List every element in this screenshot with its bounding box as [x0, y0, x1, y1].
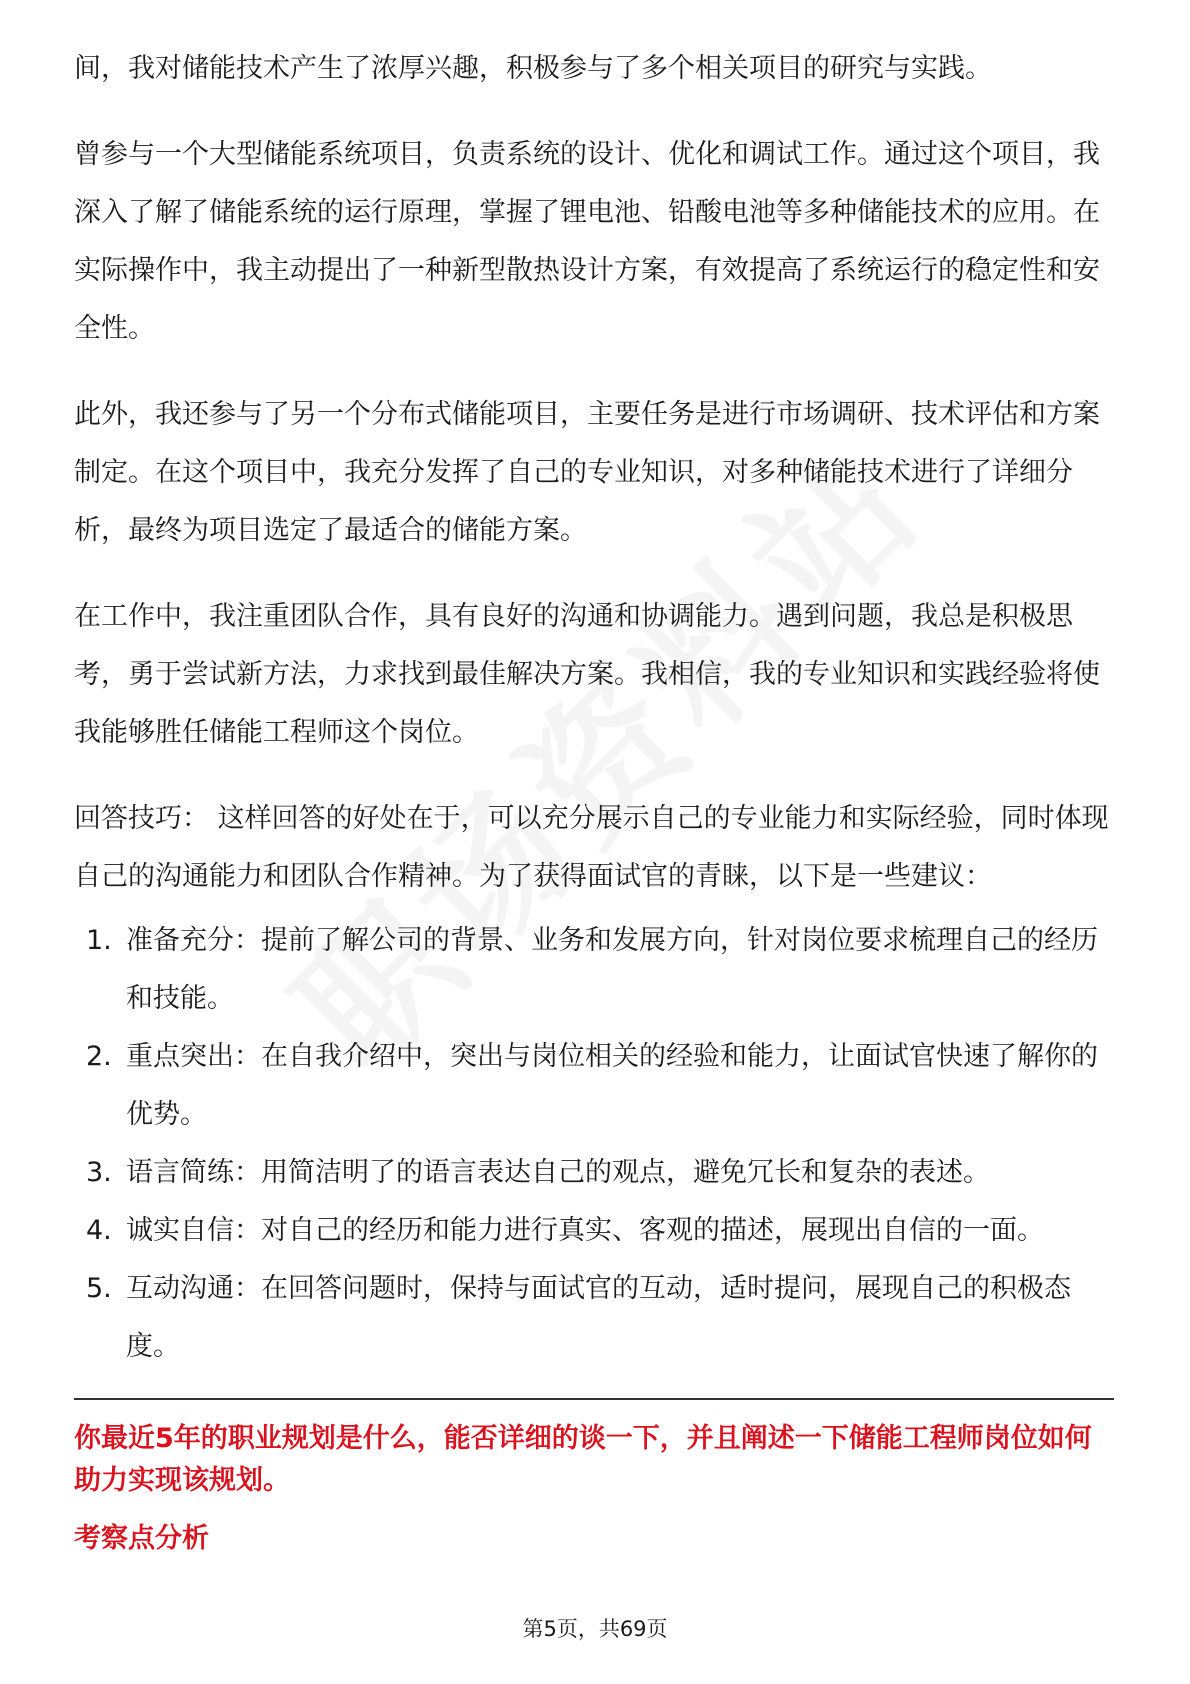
list-number: 2.: [86, 1041, 112, 1072]
paragraph: 间，我对储能技术产生了浓厚兴趣，积极参与了多个相关项目的研究与实践。: [74, 53, 992, 84]
paragraph: 在工作中，我注重团队合作，具有良好的沟通和协调能力。遇到问题，我总是积极思考，勇于尝试新方法，力求找到最佳解决方案。我相信，我的专业知识和实践经验将使我能够胜任储能工程师这个岗位。: [74, 601, 1100, 748]
list-item: [74, 1028, 1114, 1144]
list-number: 4.: [86, 1215, 112, 1246]
list-text: 重点突出：在自我介绍中，突出与岗位相关的经验和能力，让面试官快速了解你的优势。: [126, 1041, 1098, 1130]
list-number: 3.: [86, 1157, 112, 1188]
list-item: [74, 1144, 1114, 1202]
list-text: 互动沟通：在回答问题时，保持与面试官的互动，适时提问，展现自己的积极态度。: [126, 1273, 1071, 1362]
list-text: 准备充分：提前了解公司的背景、业务和发展方向，针对岗位要求梳理自己的经历和技能。: [126, 925, 1098, 1014]
paragraph: 曾参与一个大型储能系统项目，负责系统的设计、优化和调试工作。通过这个项目，我深入了解了储能系统的运行原理，掌握了锂电池、铅酸电池等多种储能技术的应用。在实际操作中，我主动提出了一种新型散热设计方案，有效提高了系统运行的稳定性和安全性。: [74, 139, 1100, 344]
interview-question: 你最近5年的职业规划是什么，能否详细的谈一下，并且阐述一下储能工程师岗位如何助力实现该规划。: [74, 1423, 1092, 1496]
section-title: 考察点分析: [74, 1523, 209, 1554]
answer-tips-intro: 回答技巧： 这样回答的好处在于，可以充分展示自己的专业能力和实际经验，同时体现自己的沟通能力和团队合作精神。为了获得面试官的青睐，以下是一些建议：: [74, 803, 1109, 892]
list-number: 1.: [86, 925, 112, 956]
list-item: [74, 1260, 1114, 1376]
list-text: 诚实自信：对自己的经历和能力进行真实、客观的描述，展现出自信的一面。: [126, 1215, 1044, 1246]
list-number: 5.: [86, 1273, 112, 1304]
document-body: [74, 40, 1114, 1376]
tips-list: [74, 912, 1114, 1376]
page-footer: 第5页，共69页: [522, 1617, 668, 1641]
list-item: [74, 1202, 1114, 1260]
section-divider: [74, 1398, 1114, 1400]
list-text: 语言简练：用简洁明了的语言表达自己的观点，避免冗长和复杂的表述。: [126, 1157, 990, 1188]
paragraph: 此外，我还参与了另一个分布式储能项目，主要任务是进行市场调研、技术评估和方案制定。在这个项目中，我充分发挥了自己的专业知识，对多种储能技术进行了详细分析，最终为项目选定了最适合的储能方案。: [74, 399, 1100, 546]
list-item: [74, 912, 1114, 1028]
